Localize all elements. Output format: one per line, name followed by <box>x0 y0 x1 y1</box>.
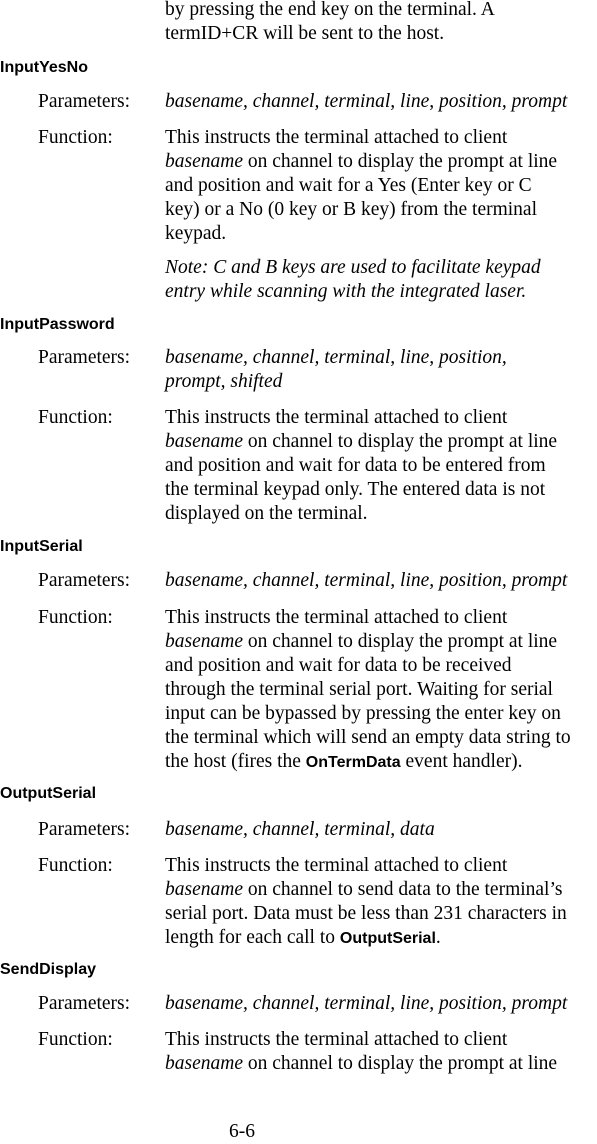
function-line: and position and wait for data to be received <box>165 655 512 676</box>
function-line: This instructs the terminal attached to client <box>165 127 508 148</box>
function-text: event handler). <box>400 751 523 772</box>
section-heading-inputpassword: InputPassword <box>0 316 115 333</box>
function-label: Function: <box>38 407 113 428</box>
parameters-value: basename, channel, terminal, line, position, prompt <box>165 91 568 112</box>
function-text: on channel to display the prompt at line <box>242 1053 558 1074</box>
basename-term: basename <box>165 631 243 652</box>
function-line: displayed on the terminal. <box>165 503 368 524</box>
function-line: serial port. Data must be less than 231 characters in <box>165 903 567 924</box>
function-line: This instructs the terminal attached to client <box>165 855 508 876</box>
method-name: OutputSerial <box>339 930 436 947</box>
note-line: entry while scanning with the integrated laser. <box>165 281 527 302</box>
note-line: Note: C and B keys are used to facilitate keypad <box>165 257 541 278</box>
intro-line: by pressing the end key on the terminal. A <box>165 0 495 20</box>
function-text: on channel to display the prompt at line <box>242 151 558 172</box>
intro-line: termID+CR will be sent to the host. <box>165 23 445 44</box>
page-number: 6-6 <box>229 1121 255 1142</box>
parameters-label: Parameters: <box>38 91 131 112</box>
function-line: This instructs the terminal attached to client <box>165 407 508 428</box>
function-label: Function: <box>38 855 113 876</box>
parameters-value: basename, channel, terminal, line, position, prompt <box>165 993 568 1014</box>
function-text: the host (fires the <box>165 751 306 772</box>
parameters-label: Parameters: <box>38 347 131 368</box>
function-line <box>165 630 557 654</box>
function-label: Function: <box>38 607 113 628</box>
function-line <box>165 150 557 174</box>
function-label: Function: <box>38 127 113 148</box>
function-line: through the terminal serial port. Waiting for serial <box>165 679 553 700</box>
function-line: and position and wait for data to be entered from <box>165 455 546 476</box>
function-line: This instructs the terminal attached to client <box>165 607 508 628</box>
parameters-label: Parameters: <box>38 993 131 1014</box>
function-line: the terminal keypad only. The entered data is not <box>165 479 546 500</box>
parameters-value: basename, channel, terminal, line, position, prompt <box>165 570 568 591</box>
function-text: on channel to display the prompt at line <box>242 431 558 452</box>
section-heading-senddisplay: SendDisplay <box>0 961 97 978</box>
function-text: length for each call to <box>165 927 340 948</box>
basename-term: basename <box>165 151 243 172</box>
function-line: key) or a No (0 key or B key) from the terminal <box>165 199 538 220</box>
event-handler-name: OnTermData <box>305 754 401 771</box>
section-heading-outputserial: OutputSerial <box>0 785 97 802</box>
function-line: This instructs the terminal attached to client <box>165 1029 508 1050</box>
function-line: keypad. <box>165 223 227 244</box>
parameters-value: prompt, shifted <box>165 371 283 392</box>
function-text: on channel to display the prompt at line <box>242 631 558 652</box>
parameters-value: basename, channel, terminal, line, position, <box>165 347 507 368</box>
function-line <box>165 1052 557 1076</box>
parameters-label: Parameters: <box>38 570 131 591</box>
parameters-label: Parameters: <box>38 819 131 840</box>
basename-term: basename <box>165 1053 243 1074</box>
function-label: Function: <box>38 1029 113 1050</box>
function-text: . <box>435 927 441 948</box>
section-heading-inputyesno: InputYesNo <box>0 59 89 76</box>
function-line <box>165 878 562 902</box>
function-text: on channel to send data to the terminal’s <box>242 879 563 900</box>
function-line: input can be bypassed by pressing the enter key on <box>165 703 561 724</box>
basename-term: basename <box>165 431 243 452</box>
function-line: the terminal which will send an empty data string to <box>165 727 571 748</box>
basename-term: basename <box>165 879 243 900</box>
parameters-value: basename, channel, terminal, data <box>165 819 435 840</box>
function-line <box>165 750 522 775</box>
function-line <box>165 926 441 951</box>
section-heading-inputserial: InputSerial <box>0 538 83 555</box>
function-line <box>165 430 557 454</box>
function-line: and position and wait for a Yes (Enter key or C <box>165 175 532 196</box>
